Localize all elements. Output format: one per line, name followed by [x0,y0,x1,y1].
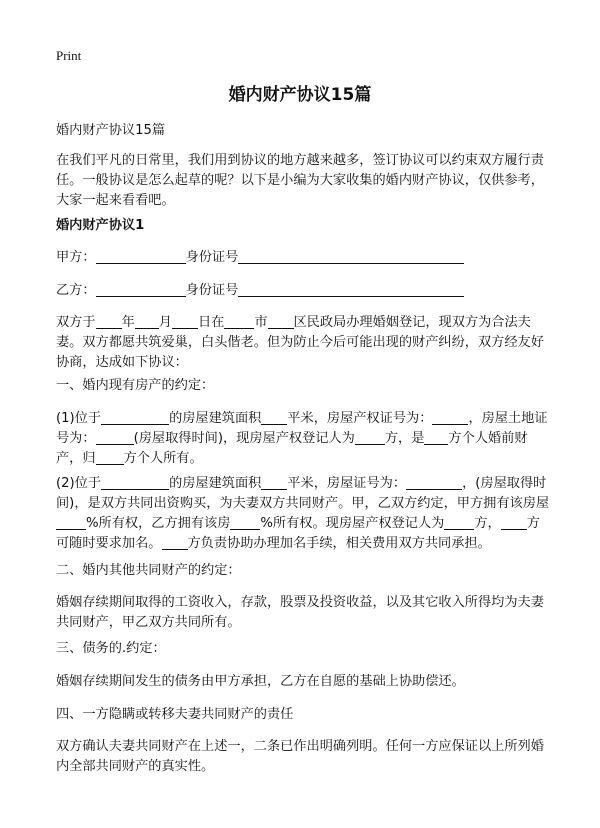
text-span: 年 [121,315,135,330]
text-span: 方， [474,516,501,531]
text-span: 的房屋建筑面积 [169,476,262,491]
house-item-2 [56,474,552,554]
year-blank [96,314,122,329]
assist-party-blank [162,535,188,550]
agreement-heading: 婚内财产协议1 [56,218,145,233]
section-1-heading: 一、婚内现有房产的约定： [56,378,215,393]
party-a-id-label: 身份证号 [185,250,239,265]
city-blank [224,314,254,329]
party-a-line [56,248,552,268]
text-span: 平米，房屋证号为： [287,476,407,491]
document-subtitle: 婚内财产协议15篇 [56,123,166,138]
text-span: 的房屋建筑面积 [169,411,262,426]
section-3-body: 婚姻存续期间发生的债务由甲方承担，乙方在自愿的基础上协助偿还。 [56,674,465,689]
add-name-party-blank [501,515,527,530]
text-span: ，房屋土地证号为： [56,411,548,446]
text-span: 方个人婚前财产，归 [56,431,528,466]
text-span: 方个人所有。 [123,451,203,466]
area-blank [261,475,287,490]
party-a-name-blank [96,249,186,264]
district-blank [268,314,294,329]
party-a-label: 甲方： [56,250,96,265]
text-span: ，(房屋取得时间)，是双方共同出资购买，为夫妻双方共同财产。甲，乙双方约定，甲方拥有该房屋 [56,476,550,511]
share-b-blank [230,515,260,530]
document-title: 婚内财产协议15篇 [228,85,372,105]
text-span: %所有权。现房屋产权登记人为 [260,516,445,531]
party-b-id-blank [238,282,464,297]
cert-no-blank [406,475,462,490]
text-span: 双方于 [56,315,96,330]
owner-blank [424,430,448,445]
party-b-id-label: 身份证号 [185,283,239,298]
share-a-blank [56,515,86,530]
area-blank [261,410,287,425]
party-b-line [56,281,552,301]
party-b-label: 乙方： [56,283,96,298]
text-span: (2)位于 [56,476,102,491]
text-span: 平米，房屋产权证号为： [287,411,433,426]
text-span: 方负责协助办理加名手续，相关费用双方共同承担。 [187,536,491,551]
location-blank [101,475,169,490]
party-a-id-blank [238,249,464,264]
month-blank [135,314,159,329]
registrant-blank [444,515,474,530]
section-4-body: 双方确认夫妻共同财产在上述一，二条已作出明确列明。任何一方应保证以上所列婚内全部共同财产的真实性。 [56,739,544,774]
registrant-blank [355,430,385,445]
section-4-heading: 四、一方隐瞒或转移夫妻共同财产的责任 [56,707,294,722]
belongs-blank [96,450,124,465]
land-cert-blank [96,430,134,445]
cert-no-blank [432,410,468,425]
intro-paragraph: 在我们平凡的日常里，我们用到协议的地方越来越多，签订协议可以约束双方履行责任。一般协议是怎么起草的呢？以下是小编为大家收集的婚内财产协议，仅供参考，大家一起来看看吧。 [56,153,544,208]
section-3-heading: 三、债务的.约定： [56,641,166,656]
text-span: %所有权，乙方拥有该房 [86,516,231,531]
section-2-heading: 二、婚内其他共同财产的约定： [56,563,241,578]
text-span: (房屋取得时间)，现房屋产权登记人为 [133,431,355,446]
text-span: 市 [254,315,268,330]
text-span: 方可随时要求加名。 [56,516,540,551]
print-link[interactable]: Print [56,48,82,63]
text-span: (1)位于 [56,411,102,426]
day-blank [172,314,198,329]
text-span: 方，是 [384,431,425,446]
section-2-body: 婚姻存续期间取得的工资收入，存款，股票及投资收益，以及其它收入所得均为夫妻共同财产，甲乙双方共同所有。 [56,595,544,630]
text-span: 区民政局办理婚姻登记，现双方为合法夫妻。双方都愿共筑爱巢，白头偕老。但为防止今后可能出现的财产纠纷，双方经友好协商，达成如下协议： [56,315,544,370]
text-span: 日在 [197,315,225,330]
marriage-paragraph [56,313,552,373]
location-blank [101,410,169,425]
house-item-1 [56,409,552,469]
text-span: 月 [158,315,172,330]
party-b-name-blank [96,282,186,297]
